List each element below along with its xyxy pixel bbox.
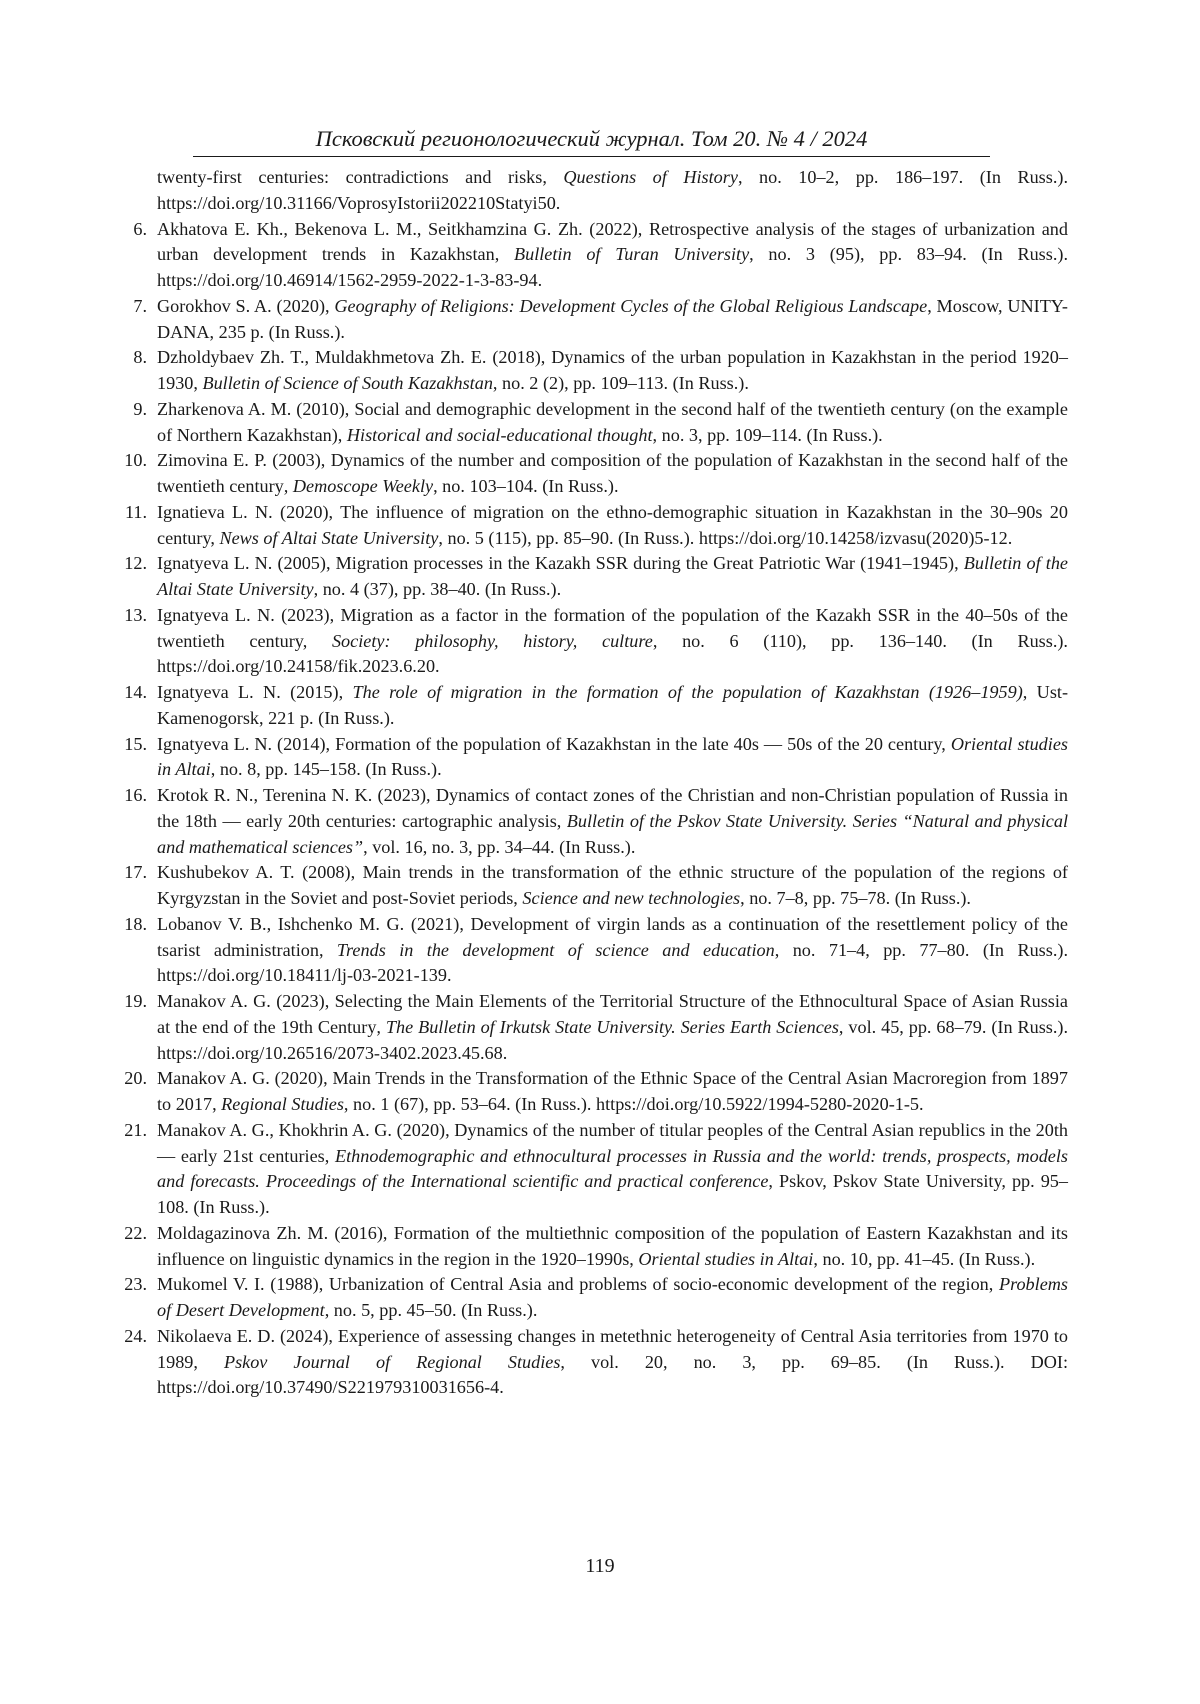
reference-fragment: , no. 7–8, pp. 75–78. (In Russ.). xyxy=(740,888,971,908)
reference-item xyxy=(109,989,1068,1066)
reference-source-title: Historical and social-educational thought xyxy=(346,424,653,445)
reference-fragment: Ignatyeva L. N. (2014), Formation of the population of Kazakhstan in the late 40s — 50s of the 20 century, xyxy=(157,733,951,754)
reference-fragment: Manakov A. G. (2020), Main Trends in the Transformation of the Ethnic Space of the Central Asian Macroregion from 1897 to 2017, xyxy=(157,1068,1068,1114)
reference-list xyxy=(109,165,1068,1401)
reference-fragment: Mukomel V. I. (1988), Urbanization of Central Asia and problems of socio-economic development of the region, xyxy=(157,1274,999,1295)
reference-number: 10. xyxy=(124,450,147,471)
reference-text xyxy=(157,1324,1068,1401)
reference-number: 6. xyxy=(133,218,147,239)
reference-item xyxy=(109,912,1068,989)
reference-text xyxy=(157,500,1068,552)
reference-item xyxy=(109,294,1068,346)
reference-source-title: Regional Studies xyxy=(221,1094,344,1114)
reference-fragment: , no. 103–104. (In Russ.). xyxy=(433,476,619,496)
reference-text xyxy=(157,397,1068,449)
reference-item xyxy=(109,680,1068,732)
reference-source-title: Oriental studies in Altai xyxy=(638,1248,814,1269)
reference-item xyxy=(109,1221,1068,1273)
reference-fragment: Lobanov V. B., Ishchenko M. G. (2021), Development of virgin lands as a continuation of the resettlement policy of the tsarist administration, xyxy=(157,913,1068,960)
reference-item xyxy=(109,860,1068,912)
reference-item xyxy=(109,1066,1068,1118)
reference-text xyxy=(157,603,1068,680)
reference-item xyxy=(109,397,1068,449)
reference-source-title: Questions of History xyxy=(563,167,738,187)
reference-fragment: , no. 10–2, pp. 186–197. (In Russ.). https://doi.org/10.31166/VoprosyIstorii202210Statyi50. xyxy=(157,167,1068,213)
reference-number: 18. xyxy=(124,913,147,934)
reference-source-title: Oriental studies in Altai xyxy=(157,733,1068,780)
reference-text xyxy=(157,680,1068,732)
reference-fragment: Ignatieva L. N. (2020), The influence of migration on the ethno-demographic situation in Kazakhstan in the 30–90s 20 century, xyxy=(157,501,1068,548)
reference-number: 21. xyxy=(124,1119,147,1140)
reference-number: 23. xyxy=(124,1274,147,1295)
reference-number: 22. xyxy=(124,1222,147,1243)
reference-text xyxy=(157,294,1068,346)
reference-fragment: Akhatova E. Kh., Bekenova L. M., Seitkhamzina G. Zh. (2022), Retrospective analysis of the stages of urbanization and urban development trends in Kazakhstan, xyxy=(157,218,1068,265)
reference-number: 14. xyxy=(124,682,147,702)
reference-continuation xyxy=(109,165,1068,217)
reference-fragment: Kushubekov A. T. (2008), Main trends in the transformation of the ethnic structure of the population of the regions of Kyrgyzstan in the Soviet and post-Soviet periods, xyxy=(157,862,1068,908)
reference-fragment: Ignatyeva L. N. (2015), xyxy=(157,682,353,702)
reference-fragment: Manakov A. G. (2023), Selecting the Main Elements of the Territorial Structure of the Ethnocultural Space of Asian Russia at the end of the 19th Century xyxy=(157,991,1068,1037)
reference-fragment: , vol. 20, no. 3, pp. 69–85. (In Russ.). DOI: https://doi.org/10.37490/S221979310031656-4. xyxy=(157,1351,1068,1398)
reference-item xyxy=(109,1324,1068,1401)
reference-fragment: Zharkenova A. M. (2010), Social and demographic development in the second half of the twentieth century (on the example of Northern Kazakhstan), xyxy=(157,398,1068,445)
reference-text xyxy=(157,448,1068,500)
reference-fragment: Moldagazinova Zh. M. (2016), Formation of the multiethnic composition of the population of Eastern Kazakhstan and its influence on linguistic dynamics in the region in the 1920–1990s, xyxy=(157,1222,1068,1269)
reference-source-title: Society: philosophy, history, culture xyxy=(331,630,653,651)
reference-source-title: News of Altai State University xyxy=(219,527,439,548)
reference-fragment: , no. 6 (110), pp. 136–140. (In Russ.). https://doi.org/10.24158/fik.2023.6.20. xyxy=(157,630,1068,677)
reference-text xyxy=(157,1066,1068,1118)
reference-number: 7. xyxy=(133,295,147,316)
reference-fragment: , no. 3, pp. 109–114. (In Russ.). xyxy=(652,424,883,445)
reference-source-title: Geography of Religions: Development Cycles of the Global Religious Landscape xyxy=(334,295,928,316)
reference-item xyxy=(109,345,1068,397)
reference-fragment: Nikolaeva E. D. (2024), Experience of assessing changes in metethnic heterogeneity of Central Asia territories from 1970 to 1989, xyxy=(157,1325,1068,1372)
reference-fragment: , no. 5 (115), pp. 85–90. (In Russ.). https://doi.org/10.14258/izvasu(2020)5-12. xyxy=(438,527,1013,548)
reference-number: 11. xyxy=(124,501,147,522)
reference-item xyxy=(109,500,1068,552)
reference-fragment: , Pskov, Pskov State University, pp. 95–108. (In Russ.). xyxy=(157,1171,1068,1217)
reference-fragment: , vol. 45, pp. 68–79. (In Russ.). https://doi.org/10.26516/2073-3402.2023.45.68. xyxy=(157,1016,1068,1063)
reference-item xyxy=(109,1118,1068,1221)
reference-fragment: , no. 3 (95), pp. 83–94. (In Russ.). https://doi.org/10.46914/1562-2959-2022-1-3-83-94. xyxy=(157,244,1068,290)
reference-source-title: , The Bulletin of Irkutsk State University. Series Earth Sciences xyxy=(376,1016,839,1037)
reference-fragment: Zimovina E. P. (2003), Dynamics of the number and composition of the population of Kazakhstan in the second half of the twentieth century xyxy=(157,450,1068,496)
reference-item xyxy=(109,551,1068,603)
reference-source-title: Bulletin of Turan University xyxy=(514,244,750,265)
reference-text xyxy=(157,345,1068,397)
reference-fragment: , no. 1 (67), pp. 53–64. (In Russ.). https://doi.org/10.5922/1994-5280-2020-1-5. xyxy=(343,1094,924,1114)
reference-text xyxy=(157,989,1068,1066)
reference-fragment: Dzholdybaev Zh. T., Muldakhmetova Zh. E. (2018), Dynamics of the urban population in Kazakhstan in the period 1920–1930, xyxy=(157,347,1068,393)
reference-fragment: , no. 8, pp. 145–158. (In Russ.). xyxy=(210,759,442,780)
reference-source-title: The role of migration in the formation of the population of Kazakhstan (1926–1959) xyxy=(352,682,1023,702)
reference-fragment: Gorokhov S. A. (2020), xyxy=(157,295,335,316)
reference-text xyxy=(157,912,1068,989)
reference-source-title: Problems of Desert Development xyxy=(157,1274,1068,1320)
reference-source-title: Trends in the development of science and education xyxy=(336,939,775,960)
reference-number: 24. xyxy=(124,1325,147,1346)
reference-text xyxy=(157,783,1068,860)
reference-text xyxy=(157,732,1068,784)
reference-source-title: Bulletin of the Altai State University xyxy=(157,553,1068,599)
reference-text xyxy=(157,551,1068,603)
reference-number: 12. xyxy=(124,553,147,574)
reference-source-title: , Demoscope Weekly xyxy=(283,476,434,496)
reference-item xyxy=(109,448,1068,500)
reference-fragment: Krotok R. N., Terenina N. K. (2023), Dynamics of contact zones of the Christian and non-Christian population of Russia in the 18th — early 20th centuries: cartographic analysis, xyxy=(157,785,1068,831)
reference-item xyxy=(109,1272,1068,1324)
reference-fragment: , no. 4 (37), pp. 38–40. (In Russ.). xyxy=(313,579,562,599)
reference-number: 19. xyxy=(124,991,147,1011)
running-header xyxy=(193,124,990,157)
reference-number: 20. xyxy=(124,1068,147,1089)
reference-source-title: Bulletin of the Pskov State University. Series “Natural and physical and mathematical sciences” xyxy=(157,810,1068,857)
reference-text xyxy=(157,165,1068,217)
reference-source-title: Pskov Journal of Regional Studies xyxy=(223,1351,561,1372)
reference-fragment: , Ust-Kamenogorsk, 221 p. (In Russ.). xyxy=(157,682,1069,728)
reference-item xyxy=(109,217,1068,294)
reference-text xyxy=(157,860,1068,912)
reference-fragment: , no. 5, pp. 45–50. (In Russ.). xyxy=(324,1300,538,1320)
reference-number: 9. xyxy=(133,398,147,419)
reference-item xyxy=(109,783,1068,860)
reference-text xyxy=(157,1221,1068,1273)
reference-number: 15. xyxy=(124,733,147,754)
reference-fragment: , no. 10, pp. 41–45. (In Russ.). xyxy=(813,1248,1036,1269)
reference-fragment: Ignatyeva L. N. (2023), Migration as a factor in the formation of the population of the Kazakh SSR in the 40–50s of the twentieth century, xyxy=(157,604,1068,651)
reference-fragment: Manakov A. G., Khokhrin A. G. (2020), Dynamics of the number of titular peoples of the Central Asian republics in the 20th — early 21st centuries, xyxy=(157,1119,1068,1166)
reference-number: 17. xyxy=(124,862,147,883)
reference-number: 16. xyxy=(124,785,147,805)
reference-item xyxy=(109,603,1068,680)
reference-source-title: Ethnodemographic and ethnocultural processes in Russia and the world: trends, prospects, models and forecasts. Proceedings of the International scientific and practical conference xyxy=(157,1145,1068,1192)
reference-fragment: , vol. 16, no. 3, pp. 34–44. (In Russ.). xyxy=(363,836,636,857)
reference-number: 8. xyxy=(133,347,147,368)
reference-fragment: , no. 71–4, pp. 77–80. (In Russ.). https://doi.org/10.18411/lj-03-2021-139. xyxy=(157,939,1068,986)
reference-text xyxy=(157,1118,1068,1221)
reference-fragment: twenty-first centuries: contradictions and risks, xyxy=(157,167,564,187)
reference-text xyxy=(157,217,1068,294)
reference-text xyxy=(157,1272,1068,1324)
page-number: 119 xyxy=(585,1555,615,1577)
reference-source-title: Science and new technologies xyxy=(522,888,741,908)
journal-title: Псковский регионологический журнал. Том 20. № 4 / 2024 xyxy=(315,126,868,151)
reference-fragment: , Moscow, UNITY-DANA, 235 p. (In Russ.). xyxy=(157,295,1068,342)
reference-fragment: , no. 2 (2), pp. 109–113. (In Russ.). xyxy=(492,373,749,393)
reference-source-title: Bulletin of Science of South Kazakhstan xyxy=(202,373,493,393)
reference-item xyxy=(109,732,1068,784)
reference-number: 13. xyxy=(124,604,147,625)
reference-fragment: Ignatyeva L. N. (2005), Migration processes in the Kazakh SSR during the Great Patriotic War (1941–1945), xyxy=(157,553,964,574)
